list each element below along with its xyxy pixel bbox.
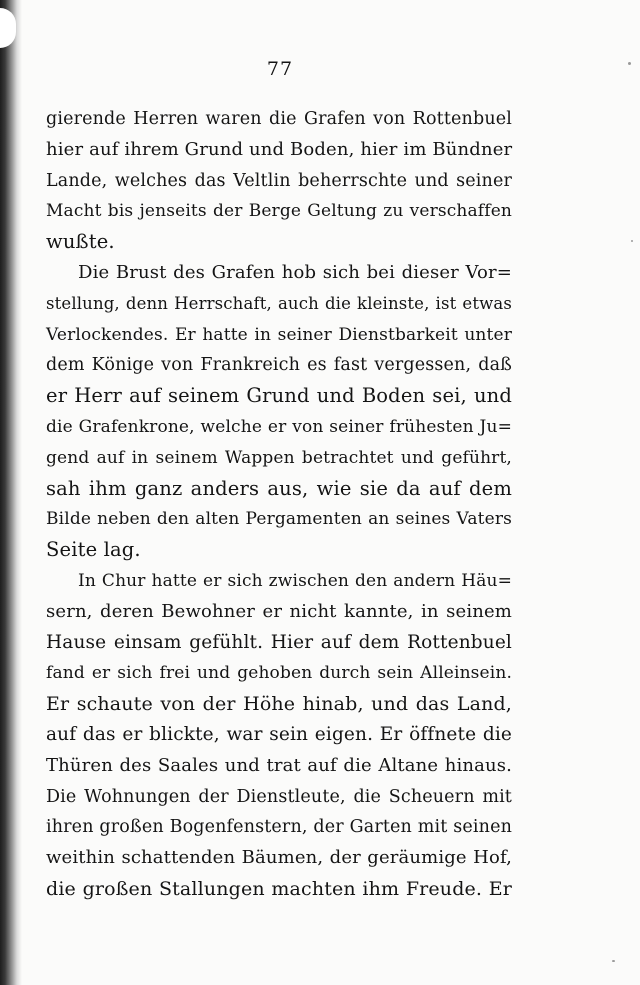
text-line: Macht bis jenseits der Berge Geltung zu verschaffen [46,201,512,222]
text-line: Hause einsam gefühlt. Hier auf dem Rottenbuel [46,631,512,653]
text-line: Die Brust des Grafen hob sich bei dieser Vor= [78,261,512,283]
body-text [46,104,512,905]
scan-speck [631,240,633,242]
text-line: Verlockendes. Er hatte in seiner Dienstbarkeit unter [46,324,512,345]
text-line: dem Könige von Frankreich es fast vergessen, daß [46,355,512,376]
page-number: 77 [266,58,294,80]
text-line: fand er sich frei und gehoben durch sein Alleinsein. [46,663,512,684]
text-line: Lande, welches das Veltlin beherrschte und seiner [46,170,512,191]
text-line: er Herr auf seinem Grund und Boden sei, und [46,384,512,408]
text-line: sern, deren Bewohner er nicht kannte, in seinem [46,600,512,622]
text-line: Seite lag. [46,538,141,562]
text-line: hier auf ihrem Grund und Boden, hier im Bündner [46,138,513,160]
scan-speck [628,62,631,65]
text-line: Er schaute von der Höhe hinab, und das Land, [46,693,512,716]
text-line: In Chur hatte er sich zwischen den andern Häu= [78,570,512,591]
text-line: die großen Stallungen machten ihm Freude. Er [46,877,512,900]
text-line: weithin schattenden Bäumen, der geräumige Hof, [46,847,512,869]
text-line: wußte. [46,230,115,254]
text-line: auf das er blickte, war sein eigen. Er öffnete die [46,723,512,745]
text-line: Thüren des Saales und trat auf die Altane hinaus. [46,754,512,776]
binding-edge [0,0,22,985]
text-line: sah ihm ganz anders aus, wie sie da auf dem [46,476,512,500]
text-line: ihren großen Bogenfenstern, der Garten mit seinen [46,817,512,838]
text-line: gend auf in seinem Wappen betrachtet und geführt, [46,447,512,468]
text-line: stellung, denn Herrschaft, auch die kleinste, ist etwas [46,293,512,313]
text-line: gierende Herren waren die Grafen von Rottenbuel [46,109,512,129]
text-line: die Grafenkrone, welche er von seiner frühesten Ju= [46,416,512,437]
text-line: Bilde neben den alten Pergamenten an seines Vaters [46,509,512,530]
text-line: Die Wohnungen der Dienstleute, die Scheuern mit [46,786,512,807]
scan-speck [612,960,615,962]
